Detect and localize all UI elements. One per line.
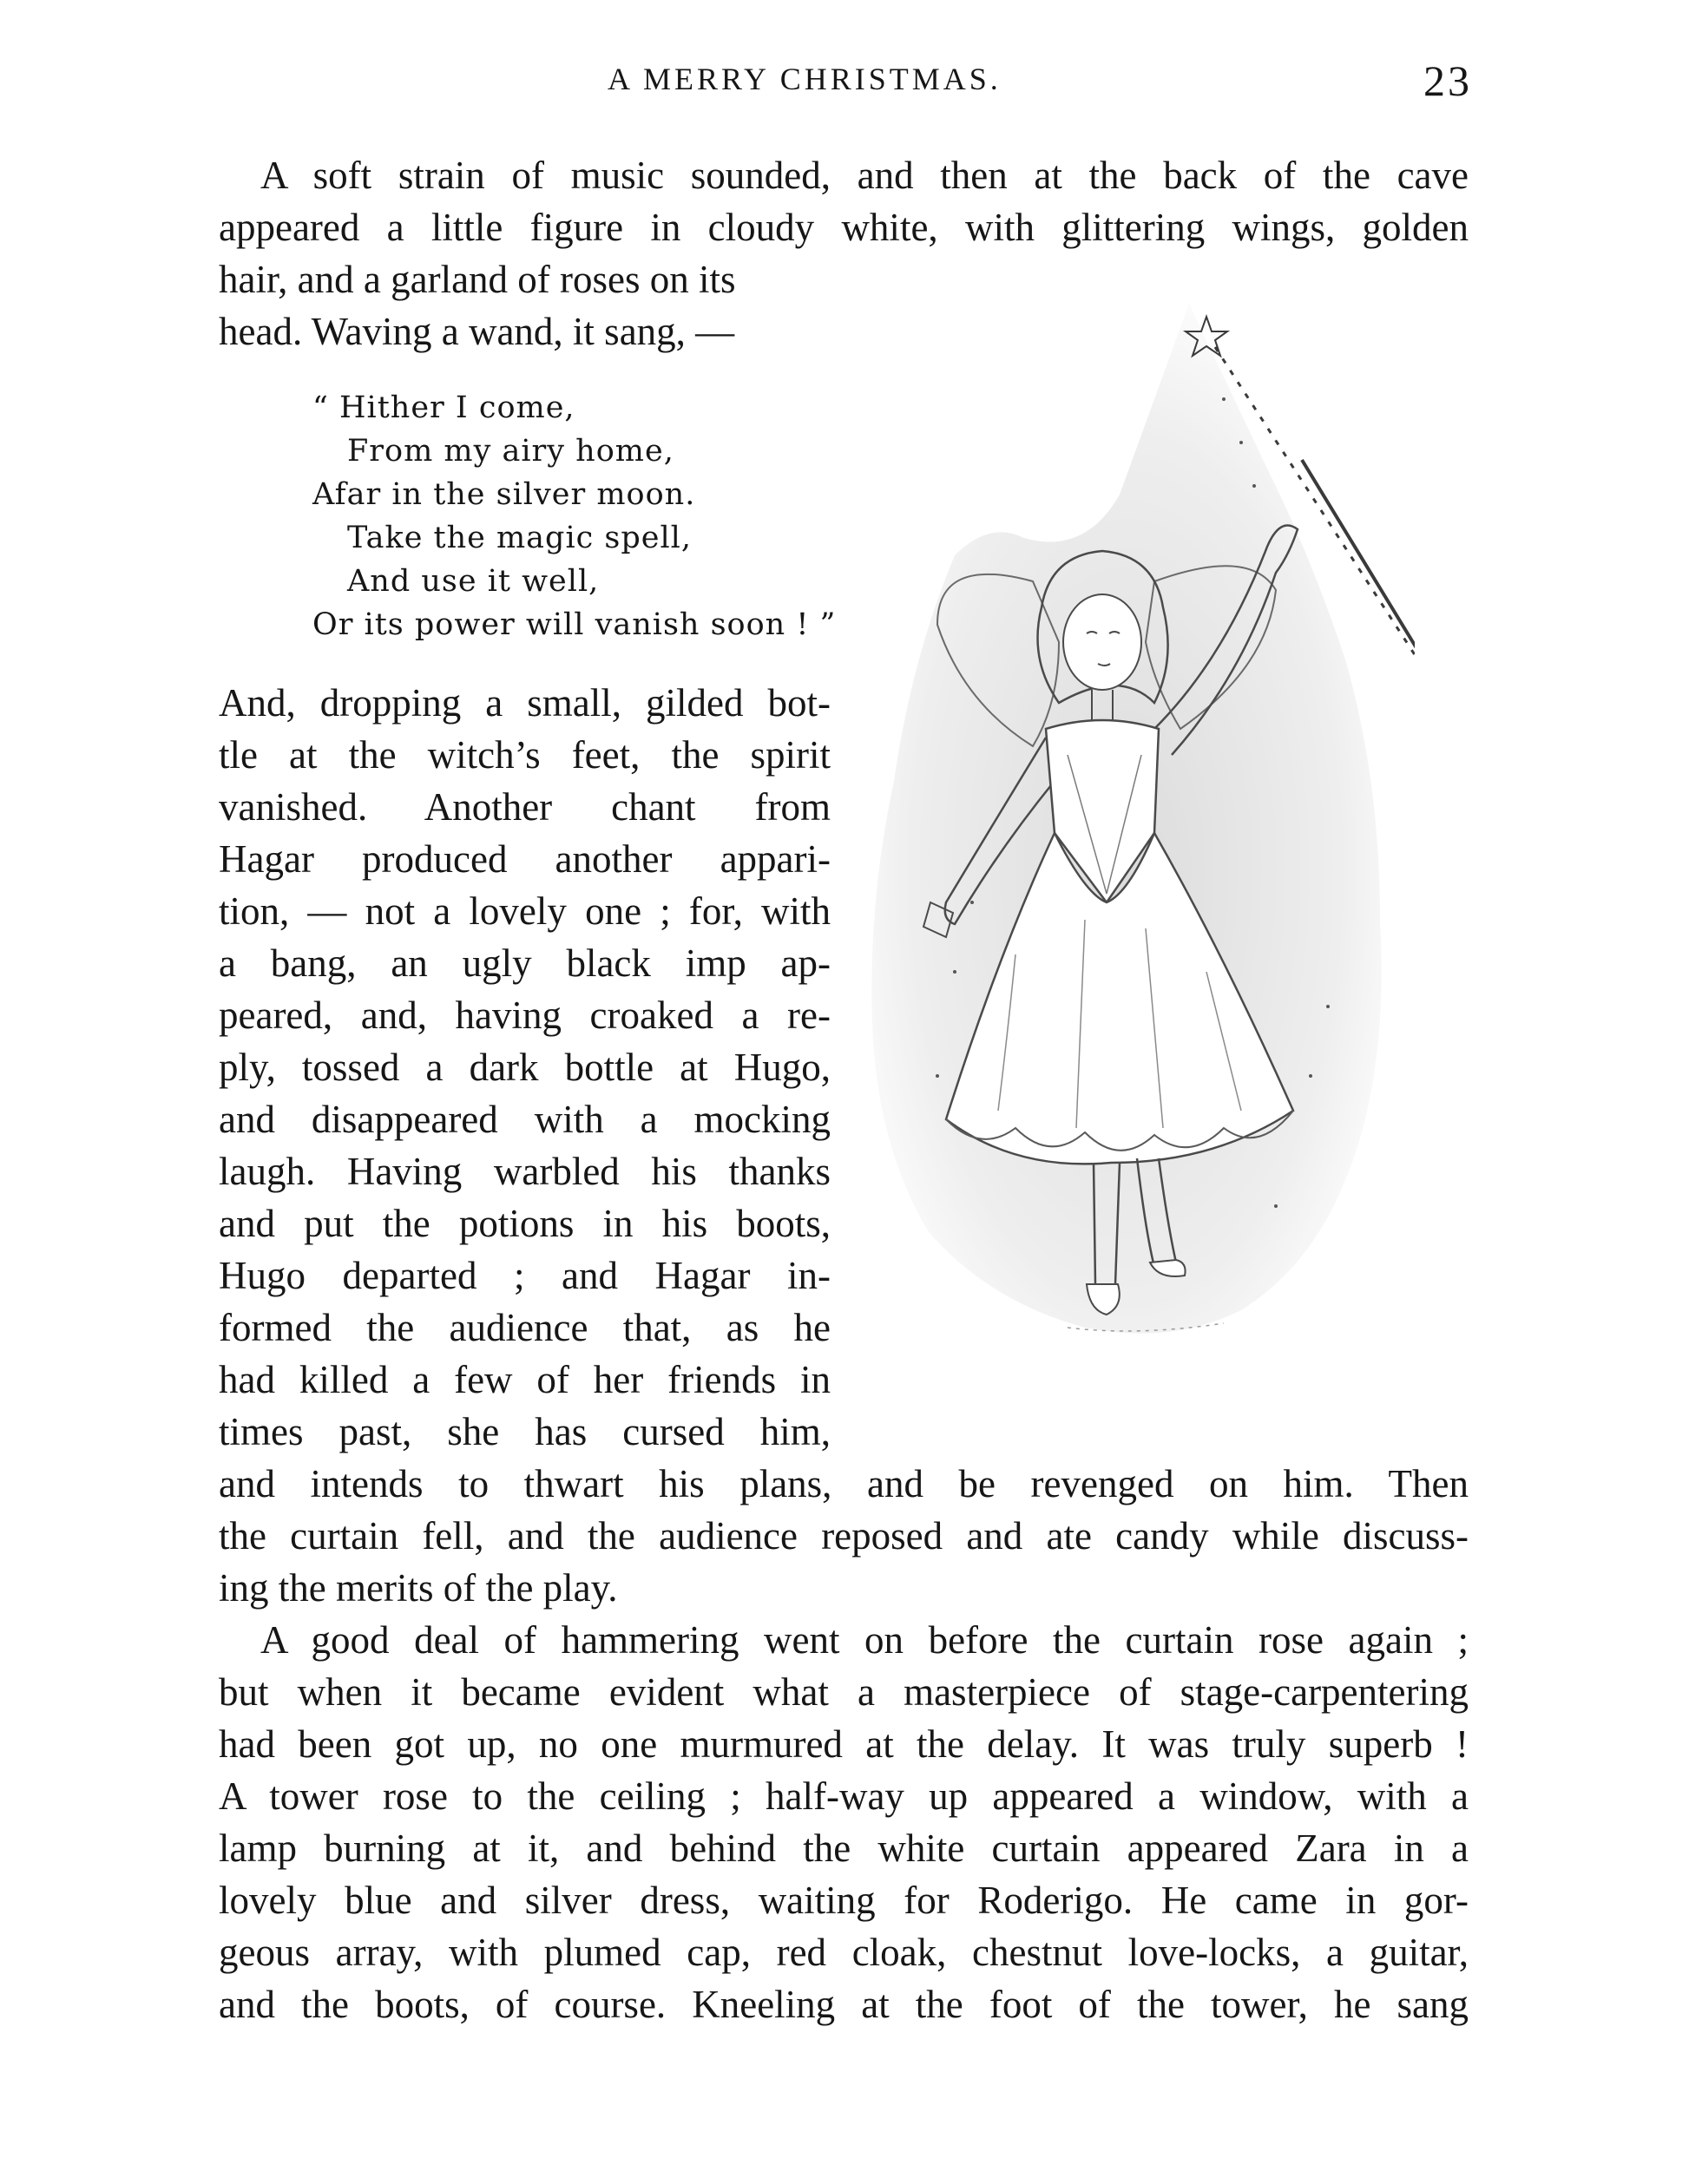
text-line: had been got up, no one murmured at the delay. It was truly superb ! [219,1722,1469,1766]
text-line: A tower rose to the ceiling ; half-way up appeared a window, with a [219,1774,1469,1818]
text-line: geous array, with plumed cap, red cloak, chestnut love-locks, a guitar, [219,1931,1469,1974]
text-line: appeared a little figure in cloudy white, with glittering wings, golden [219,206,1469,249]
text-line: ing the merits of the play. [219,1566,618,1610]
text-line: but when it became evident what a masterpiece of stage-carpentering [219,1670,1469,1714]
verse-line: Afar in the silver moon. [312,477,696,512]
text-line: times past, she has cursed him, [219,1410,831,1453]
text-line: head. Waving a wand, it sang, — [219,310,735,353]
text-line: And, dropping a small, gilded bot- [219,681,831,725]
text-line: peared, and, having croaked a re- [219,994,831,1037]
text-line: tion, — not a lovely one ; for, with [219,889,831,933]
text-line: vanished. Another chant from [219,785,831,829]
text-line: and intends to thwart his plans, and be revenged on him. Then [219,1462,1469,1505]
text-line: lovely blue and silver dress, waiting for Roderigo. He came in gor- [219,1879,1469,1922]
text-line: Hagar produced another appari- [219,837,831,881]
text-line: ply, tossed a dark bottle at Hugo, [219,1046,831,1089]
text-line: laugh. Having warbled his thanks [219,1150,831,1193]
text-line: and disappeared with a mocking [219,1098,831,1141]
text-line: lamp burning at it, and behind the white curtain appeared Zara in a [219,1827,1469,1870]
verse-line: Or its power will vanish soon ! ” [312,607,837,642]
text-line: A good deal of hammering went on before the curtain rose again ; [260,1618,1469,1662]
running-head [0,50,1689,120]
text-line: the curtain fell, and the audience reposed and ate candy while discuss- [219,1514,1469,1558]
verse-line: And use it well, [347,564,600,599]
text-line: Hugo departed ; and Hagar in- [219,1254,831,1297]
verse-line: From my airy home, [347,434,674,469]
text-line: A soft strain of music sounded, and then at the back of the cave [260,154,1469,197]
text-line: hair, and a garland of roses on its [219,258,736,301]
text-line: and put the potions in his boots, [219,1202,831,1245]
text-line: formed the audience that, as he [219,1306,831,1349]
verse-line: “ Hither I come, [312,390,575,425]
face [1063,594,1141,690]
text-line: had killed a few of her friends in [219,1358,831,1401]
text-line: a bang, an ugly black imp ap- [219,941,831,985]
verse-line: Take the magic spell, [347,521,692,555]
fairy-illustration [859,295,1415,1449]
fairy-drawing [859,295,1415,1449]
text-line: and the boots, of course. Kneeling at the foot of the tower, he sang [219,1983,1469,2026]
page-number: 23 [1423,56,1472,105]
text-line: tle at the witch’s feet, the spirit [219,733,831,777]
running-title: A MERRY CHRISTMAS. [608,62,1002,96]
